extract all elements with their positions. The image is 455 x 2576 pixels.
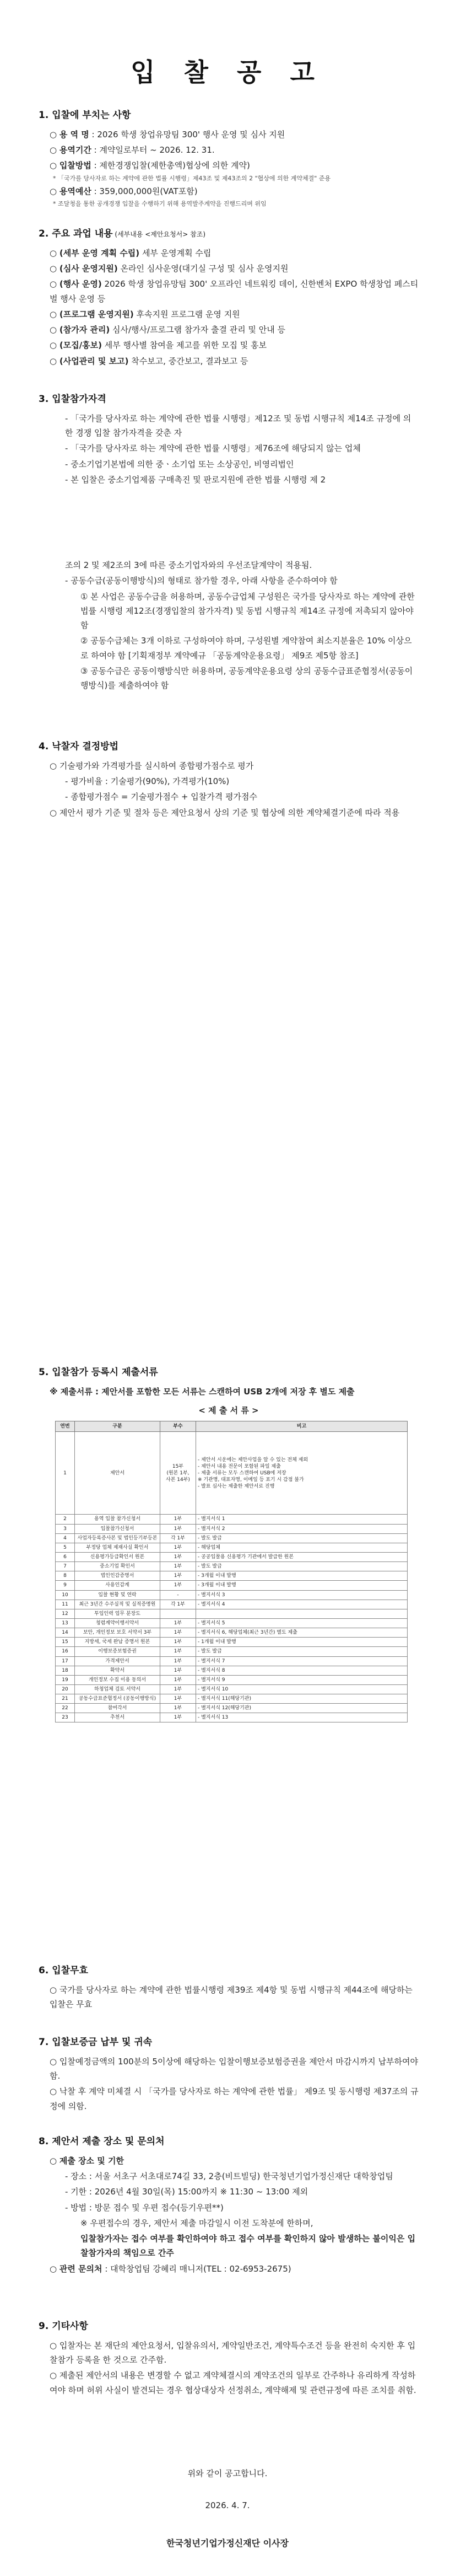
- s4-item-2: - 평가비율 : 기술평가(90%), 가격평가(10%): [65, 776, 230, 786]
- s3-joint-2: ② 공동수급체는 3개 이하로 구성하여야 하며, 구성원별 계약참여 최소지분율은 10% 이상으로 하여야 함 [기획재정부 계약예규 「공동계약운용요령」 제9조 제5항 참조]: [80, 636, 412, 661]
- submission-table: [55, 1421, 408, 1722]
- closing-text: 위와 같이 공고합니다.: [187, 2468, 268, 2478]
- cell-qty: 각 1부: [160, 1533, 196, 1543]
- cell-note: - 별지서식 2: [196, 1524, 408, 1533]
- cell-category: 입찰 현황 및 연락: [75, 1590, 160, 1600]
- section-3: [39, 391, 419, 488]
- s3-item-2: - 「국가를 당사자로 하는 계약에 관한 법률 시행령」제76조에 해당되지 않는 업체: [65, 443, 361, 454]
- s4-item-3: - 종합평가점수 = 기술평가점수 + 입찰가격 평가점수: [65, 792, 257, 802]
- table-row: [56, 1618, 408, 1628]
- cell-no: 12: [56, 1609, 75, 1618]
- s2-item-plan: ○ (세부 운영 계획 수립) 세부 운영계획 수립: [50, 248, 212, 258]
- cell-category: 최근 3년간 수주실적 및 실적증명원: [75, 1600, 160, 1609]
- cell-no: 8: [56, 1571, 75, 1581]
- section-1: [39, 108, 419, 209]
- section-7: [39, 2035, 419, 2115]
- cell-no: 3: [56, 1524, 75, 1533]
- cell-note: - 발도 발급: [196, 1562, 408, 1571]
- cell-note: - 별지서식 5: [196, 1618, 408, 1628]
- section-2-heading: 2. 주요 과업 내용 (세부내용 <제안요청서> 참조): [39, 228, 206, 239]
- table-row: [56, 1713, 408, 1722]
- s2-item-program: ○ (프로그램 운영지원) 후속지원 프로그램 운영 지원: [50, 309, 240, 319]
- cell-note: - 별지서식 4: [196, 1600, 408, 1609]
- cell-qty: 1부: [160, 1581, 196, 1590]
- section-4-heading: 4. 낙찰자 결정방법: [39, 741, 119, 752]
- cell-category: 청렴계약이행서약서: [75, 1618, 160, 1628]
- s6-item: ○ 국가를 당사자로 하는 계약에 관한 법률시행령 제39조 제4항 및 동법 시행규칙 제44조에 해당하는 입찰은 무효: [50, 1984, 413, 2009]
- cell-note: - 별지서식 7: [196, 1656, 408, 1666]
- s2-item-review: ○ (심사 운영지원) 온라인 심사운영(대기실 구성 및 심사 운영지원: [50, 264, 289, 273]
- table-row: [56, 1704, 408, 1713]
- cell-note: - 별지서식 1: [196, 1515, 408, 1524]
- cell-qty: 1부: [160, 1647, 196, 1656]
- s1-item-budget: ○ 용역예산 : 359,000,000원(VAT포함): [50, 186, 198, 196]
- s2-item-report: ○ (사업관리 및 보고) 착수보고, 중간보고, 결과보고 등: [50, 356, 248, 366]
- cell-no: 10: [56, 1590, 75, 1600]
- section-8-heading: 8. 제안서 제출 장소 및 문의처: [39, 2136, 165, 2147]
- s2-item-recruit: ○ (모집/홍보) 세부 행사별 참여을 제고를 위한 모집 및 홍보: [50, 340, 267, 351]
- s1-note-contract-law: * 「국가를 당사자로 하는 계약에 관한 법률 시행령」제43조 및 제43조의 2 "협상에 의한 계약체결" 준용: [53, 174, 331, 182]
- section-1-heading: 1. 입찰에 부치는 사항: [39, 110, 131, 121]
- cell-qty: 1부: [160, 1524, 196, 1533]
- cell-qty: 1부: [160, 1618, 196, 1628]
- cell-category: 사업자등록증사본 및 법인등기부등본: [75, 1533, 160, 1543]
- cell-category: 보안, 개인정보 보호 서약서 3부: [75, 1628, 160, 1638]
- cell-note: - 별지서식 13: [196, 1713, 408, 1722]
- s9-item-2: ○ 제출된 제안서의 내용은 변경할 수 없고 계약체결시의 계약조건의 일부로 간주하나 유리하게 작성하여야 하며 허위 사실이 발견되는 경우 협상대상자 선정취소, 계약해제 및 관련규정에 따른 조치를 취함.: [50, 2370, 416, 2395]
- cell-no: 17: [56, 1656, 75, 1666]
- section-6-heading: 6. 입찰무효: [39, 1965, 88, 1976]
- cell-no: 23: [56, 1713, 75, 1722]
- s1-item-service-name: ○ 용 역 명 : 2026 학생 창업유망팀 300' 행사 운영 및 심사 지원: [50, 129, 285, 139]
- cell-no: 4: [56, 1533, 75, 1543]
- cell-category: 확약서: [75, 1666, 160, 1675]
- cell-no: 7: [56, 1562, 75, 1571]
- s8-due: - 기한 : 2026년 4월 30일(목) 15:00까지 ※ 11:30 ~ 13:00 제외: [65, 2187, 308, 2197]
- cell-no: 6: [56, 1552, 75, 1561]
- table-row: [56, 1432, 408, 1515]
- s4-item-1: ○ 기술평가와 가격평가를 실시하여 종합평가점수로 평가: [50, 760, 254, 771]
- table-row: [56, 1543, 408, 1552]
- table-row: [56, 1684, 408, 1694]
- section-7-heading: 7. 입찰보증금 납부 및 귀속: [39, 2037, 153, 2048]
- announcement-date: 2026. 4. 7.: [205, 2500, 250, 2510]
- s4-item-4: ○ 제안서 평가 기준 및 절차 등은 제안요청서 상의 기준 및 협상에 의한 계약체결기준에 따라 적용: [50, 807, 400, 818]
- section-3-heading: 3. 입찰참가자격: [39, 394, 106, 405]
- section-3-continued: [39, 557, 419, 694]
- s1-note-procurement: * 조달청을 통한 공개경쟁 입찰을 수행하기 위해 용역발주계약을 진행드리며 위임: [53, 200, 267, 208]
- table-row: [56, 1694, 408, 1704]
- cell-note: - 발도 발급: [196, 1533, 408, 1543]
- cell-note: - 해당업체: [196, 1543, 408, 1552]
- section-5: [39, 1365, 419, 1722]
- s3-joint-1: ① 본 사업은 공동수급을 허용하며, 공동수급업체 구성원은 국가를 당사자로 하는 계약에 관한 법률 시행령 제12조(경쟁입찰의 참가자격) 및 동법 시행규칙 제14조 규정에 저촉되지 않아야 함: [80, 591, 415, 630]
- cell-qty: 1부: [160, 1656, 196, 1666]
- cell-category: 제안서: [75, 1432, 160, 1515]
- s2-item-event: ○ (행사 운영) 2026 학생 창업유망팀 300' 오프라인 네트워킹 데이, 신한벤처 EXPO 학생창업 페스티벌 행사 운영 등: [50, 279, 419, 304]
- s3-joint-intro: - 공동수급(공동이행방식)의 형태로 참가할 경우, 아래 사항을 준수하여야 함: [65, 576, 338, 586]
- s8-mail-note-2: 입찰참가자는 접수 여부를 확인하여야 하고 접수 여부를 확인하지 않아 발생하는 불이익은 입찰참가자의 책임으로 간주: [80, 2234, 416, 2258]
- cell-note: - 1개월 이내 발행: [196, 1638, 408, 1647]
- cell-no: 15: [56, 1638, 75, 1647]
- table-row: [56, 1600, 408, 1609]
- cell-qty: [160, 1609, 196, 1618]
- s1-item-method: ○ 입찰방법 : 제한경쟁입찰(제한총액)협상에 의한 계약): [50, 160, 250, 171]
- issuer-name: 한국청년기업가정신재단 이사장: [166, 2538, 289, 2548]
- cell-no: 14: [56, 1628, 75, 1638]
- table-row: [56, 1515, 408, 1524]
- cell-category: 이행보증보험증권: [75, 1647, 160, 1656]
- table-row: [56, 1628, 408, 1638]
- cell-no: 2: [56, 1515, 75, 1524]
- col-header-qty: 부수: [160, 1421, 196, 1432]
- section-5-heading: 5. 입찰참가 등록시 제출서류: [39, 1367, 158, 1378]
- cell-category: 가격제안서: [75, 1656, 160, 1666]
- s8-sub-1: ○ 제출 장소 및 기한: [50, 2155, 124, 2166]
- cell-qty: -: [160, 1590, 196, 1600]
- cell-qty: 1부: [160, 1694, 196, 1704]
- cell-category: 추천서: [75, 1713, 160, 1722]
- cell-no: 18: [56, 1666, 75, 1675]
- s3-item-4: - 본 입찰은 중소기업제품 구매촉진 및 판로지원에 관한 법률 시행령 제 2: [65, 474, 326, 485]
- cell-note: - 별지서식 3: [196, 1590, 408, 1600]
- s8-mail-note: ※ 우편접수의 경우, 제안서 제출 마감일시 이전 도착분에 한하며,: [80, 2218, 313, 2228]
- section-2: [39, 226, 419, 369]
- cell-note: [196, 1609, 408, 1618]
- cell-no: 16: [56, 1647, 75, 1656]
- cell-qty: 1부: [160, 1571, 196, 1581]
- cell-category: 용역 입찰 참가신청서: [75, 1515, 160, 1524]
- section-4: [39, 739, 419, 821]
- table-row: [56, 1581, 408, 1590]
- section-6: [39, 1963, 419, 2012]
- cell-note: - 제안서 시운에는 제안사업을 알 수 있는 전체 제외 - 제안서 내용 전문이 포함된 파일 제출 - 제출 서류는 모두 스캔하여 USB에 저장 ※ 기관명, 대표자명, 이메일 등 표기 시 감점 불가 - 발표 심사는 제출한 제안서로 진행: [196, 1432, 408, 1515]
- cell-no: 21: [56, 1694, 75, 1704]
- cell-no: 22: [56, 1704, 75, 1713]
- s8-place: - 장소 : 서울 서초구 서초대로74길 33, 2층(비트빌딩) 한국청년기업가정신재단 대학창업팀: [65, 2171, 393, 2181]
- cell-qty: 1부: [160, 1684, 196, 1694]
- table-row: [56, 1524, 408, 1533]
- cell-no: 9: [56, 1581, 75, 1590]
- cell-note: - 별지서식 11(해당기관): [196, 1694, 408, 1704]
- table-row: [56, 1552, 408, 1561]
- col-header-note: 비고: [196, 1421, 408, 1432]
- cell-category: 개인정보 수집 이용 동의서: [75, 1675, 160, 1684]
- table-row: [56, 1609, 408, 1618]
- s7-item-1: ○ 입찰예정금액의 100분의 5이상에 해당하는 입찰이행보증보험증권을 제안서 마감시까지 납부하여야 함.: [50, 2056, 419, 2081]
- s5-table-caption: < 제 출 서 류 >: [198, 1405, 259, 1415]
- cell-category: 지방세, 국세 완납 증명서 원본: [75, 1638, 160, 1647]
- cell-qty: 15부 (원본 1부, 사본 14부): [160, 1432, 196, 1515]
- section-9: [39, 2319, 419, 2398]
- s1-item-period: ○ 용역기간 : 계약일로부터 ~ 2026. 12. 31.: [50, 145, 215, 155]
- s3-item-3: - 중소기업기본법에 의한 중ㆍ소기업 또는 소상공인, 비영리법인: [65, 459, 294, 469]
- cell-qty: 1부: [160, 1552, 196, 1561]
- cell-qty: 1부: [160, 1515, 196, 1524]
- table-row: [56, 1638, 408, 1647]
- cell-category: 법인인감증명서: [75, 1571, 160, 1581]
- col-header-category: 구분: [75, 1421, 160, 1432]
- table-row: [56, 1590, 408, 1600]
- cell-note: - 별지서식 9: [196, 1675, 408, 1684]
- col-header-no: 연번: [56, 1421, 75, 1432]
- cell-note: - 발도 발급: [196, 1647, 408, 1656]
- cell-no: 13: [56, 1618, 75, 1628]
- cell-qty: 1부: [160, 1628, 196, 1638]
- table-row: [56, 1666, 408, 1675]
- cell-no: 5: [56, 1543, 75, 1552]
- table-row: [56, 1675, 408, 1684]
- cell-qty: 1부: [160, 1675, 196, 1684]
- cell-category: 중소기업 확인서: [75, 1562, 160, 1571]
- cell-category: 하청업체 검토 서약서: [75, 1684, 160, 1694]
- cell-note: - 별지서식 10: [196, 1684, 408, 1694]
- s2-item-participants: ○ (참가자 관리) 심사/행사/프로그램 참가자 출결 관리 및 안내 등: [50, 325, 286, 335]
- cell-note: - 별지서식 12(해당기관): [196, 1704, 408, 1713]
- cell-no: 11: [56, 1600, 75, 1609]
- table-row: [56, 1647, 408, 1656]
- cell-category: 입찰참가신청서: [75, 1524, 160, 1533]
- cell-category: 부정당 업체 제재사실 확인서: [75, 1543, 160, 1552]
- table-row: [56, 1533, 408, 1543]
- section-8: [39, 2134, 419, 2277]
- cell-qty: 1부: [160, 1543, 196, 1552]
- cell-category: 투입인력 업무 분장도: [75, 1609, 160, 1618]
- cell-note: - 별지서식 6, 해당업체(최근 3년간) 별도 제출: [196, 1628, 408, 1638]
- cell-qty: 1부: [160, 1713, 196, 1722]
- cell-no: 1: [56, 1432, 75, 1515]
- s3-item-1: - 「국가를 당사자로 하는 계약에 관한 법률 시행령」제12조 및 동법 시행규칙 제14조 규정에 의한 경쟁 입찰 참가자격을 갖춘 자: [65, 413, 411, 438]
- cell-note: - 별지서식 8: [196, 1666, 408, 1675]
- s9-item-1: ○ 입찰자는 본 재단의 제안요청서, 입찰유의서, 계약일반조건, 계약특수조건 등을 완전히 숙지한 후 입찰참가 등록을 한 것으로 간주함.: [50, 2340, 416, 2365]
- page-title: 입 찰 공 고: [131, 57, 324, 87]
- cell-category: 공동수급표준협정서 (공동이행방식): [75, 1694, 160, 1704]
- cell-qty: 1부: [160, 1704, 196, 1713]
- section-9-heading: 9. 기타사항: [39, 2321, 88, 2332]
- cell-note: - 3개월 이내 발행: [196, 1571, 408, 1581]
- s5-note: ※ 제출서류 : 제안서를 포함한 모든 서류는 스캔하여 USB 2개에 저장 후 별도 제출: [50, 1386, 355, 1397]
- cell-qty: 1부: [160, 1638, 196, 1647]
- cell-category: 신용평가등급확인서 원본: [75, 1552, 160, 1561]
- table-row: [56, 1656, 408, 1666]
- cell-qty: 1부: [160, 1562, 196, 1571]
- table-row: [56, 1571, 408, 1581]
- cell-note: - 3개월 이내 발행: [196, 1581, 408, 1590]
- s3-joint-3: ③ 공동수급은 공동이행방식만 허용하며, 공동계약운용요령 상의 공동수급표준협정서(공동이행방식)를 제출하여야 함: [80, 666, 413, 690]
- table-header-row: [56, 1421, 408, 1432]
- table-row: [56, 1562, 408, 1571]
- cell-no: 19: [56, 1675, 75, 1684]
- s8-method: - 방법 : 방문 접수 및 우편 접수(등기우편**): [65, 2202, 224, 2213]
- cell-category: 참여각서: [75, 1704, 160, 1713]
- cell-no: 20: [56, 1684, 75, 1694]
- table-body: [56, 1432, 408, 1722]
- s7-item-2: ○ 낙찰 후 계약 미체결 시 「국가를 당사자로 하는 계약에 관한 법률」 제9조 및 동시행령 제37조의 규정에 의함.: [50, 2086, 419, 2111]
- cell-category: 사용인감계: [75, 1581, 160, 1590]
- cell-qty: 각 1부: [160, 1600, 196, 1609]
- cell-qty: 1부: [160, 1666, 196, 1675]
- s8-inquiry: ○ 관련 문의처 : 대학창업팀 강혜리 매니저(TEL : 02-6953-2675): [50, 2263, 291, 2274]
- s3-cont: 조의 2 및 제2조의 3에 따른 중소기업자와의 우선조달계약이 적용됨.: [65, 560, 312, 570]
- cell-note: - 공공입찰용 신용평가 기관에서 발급한 원본: [196, 1552, 408, 1561]
